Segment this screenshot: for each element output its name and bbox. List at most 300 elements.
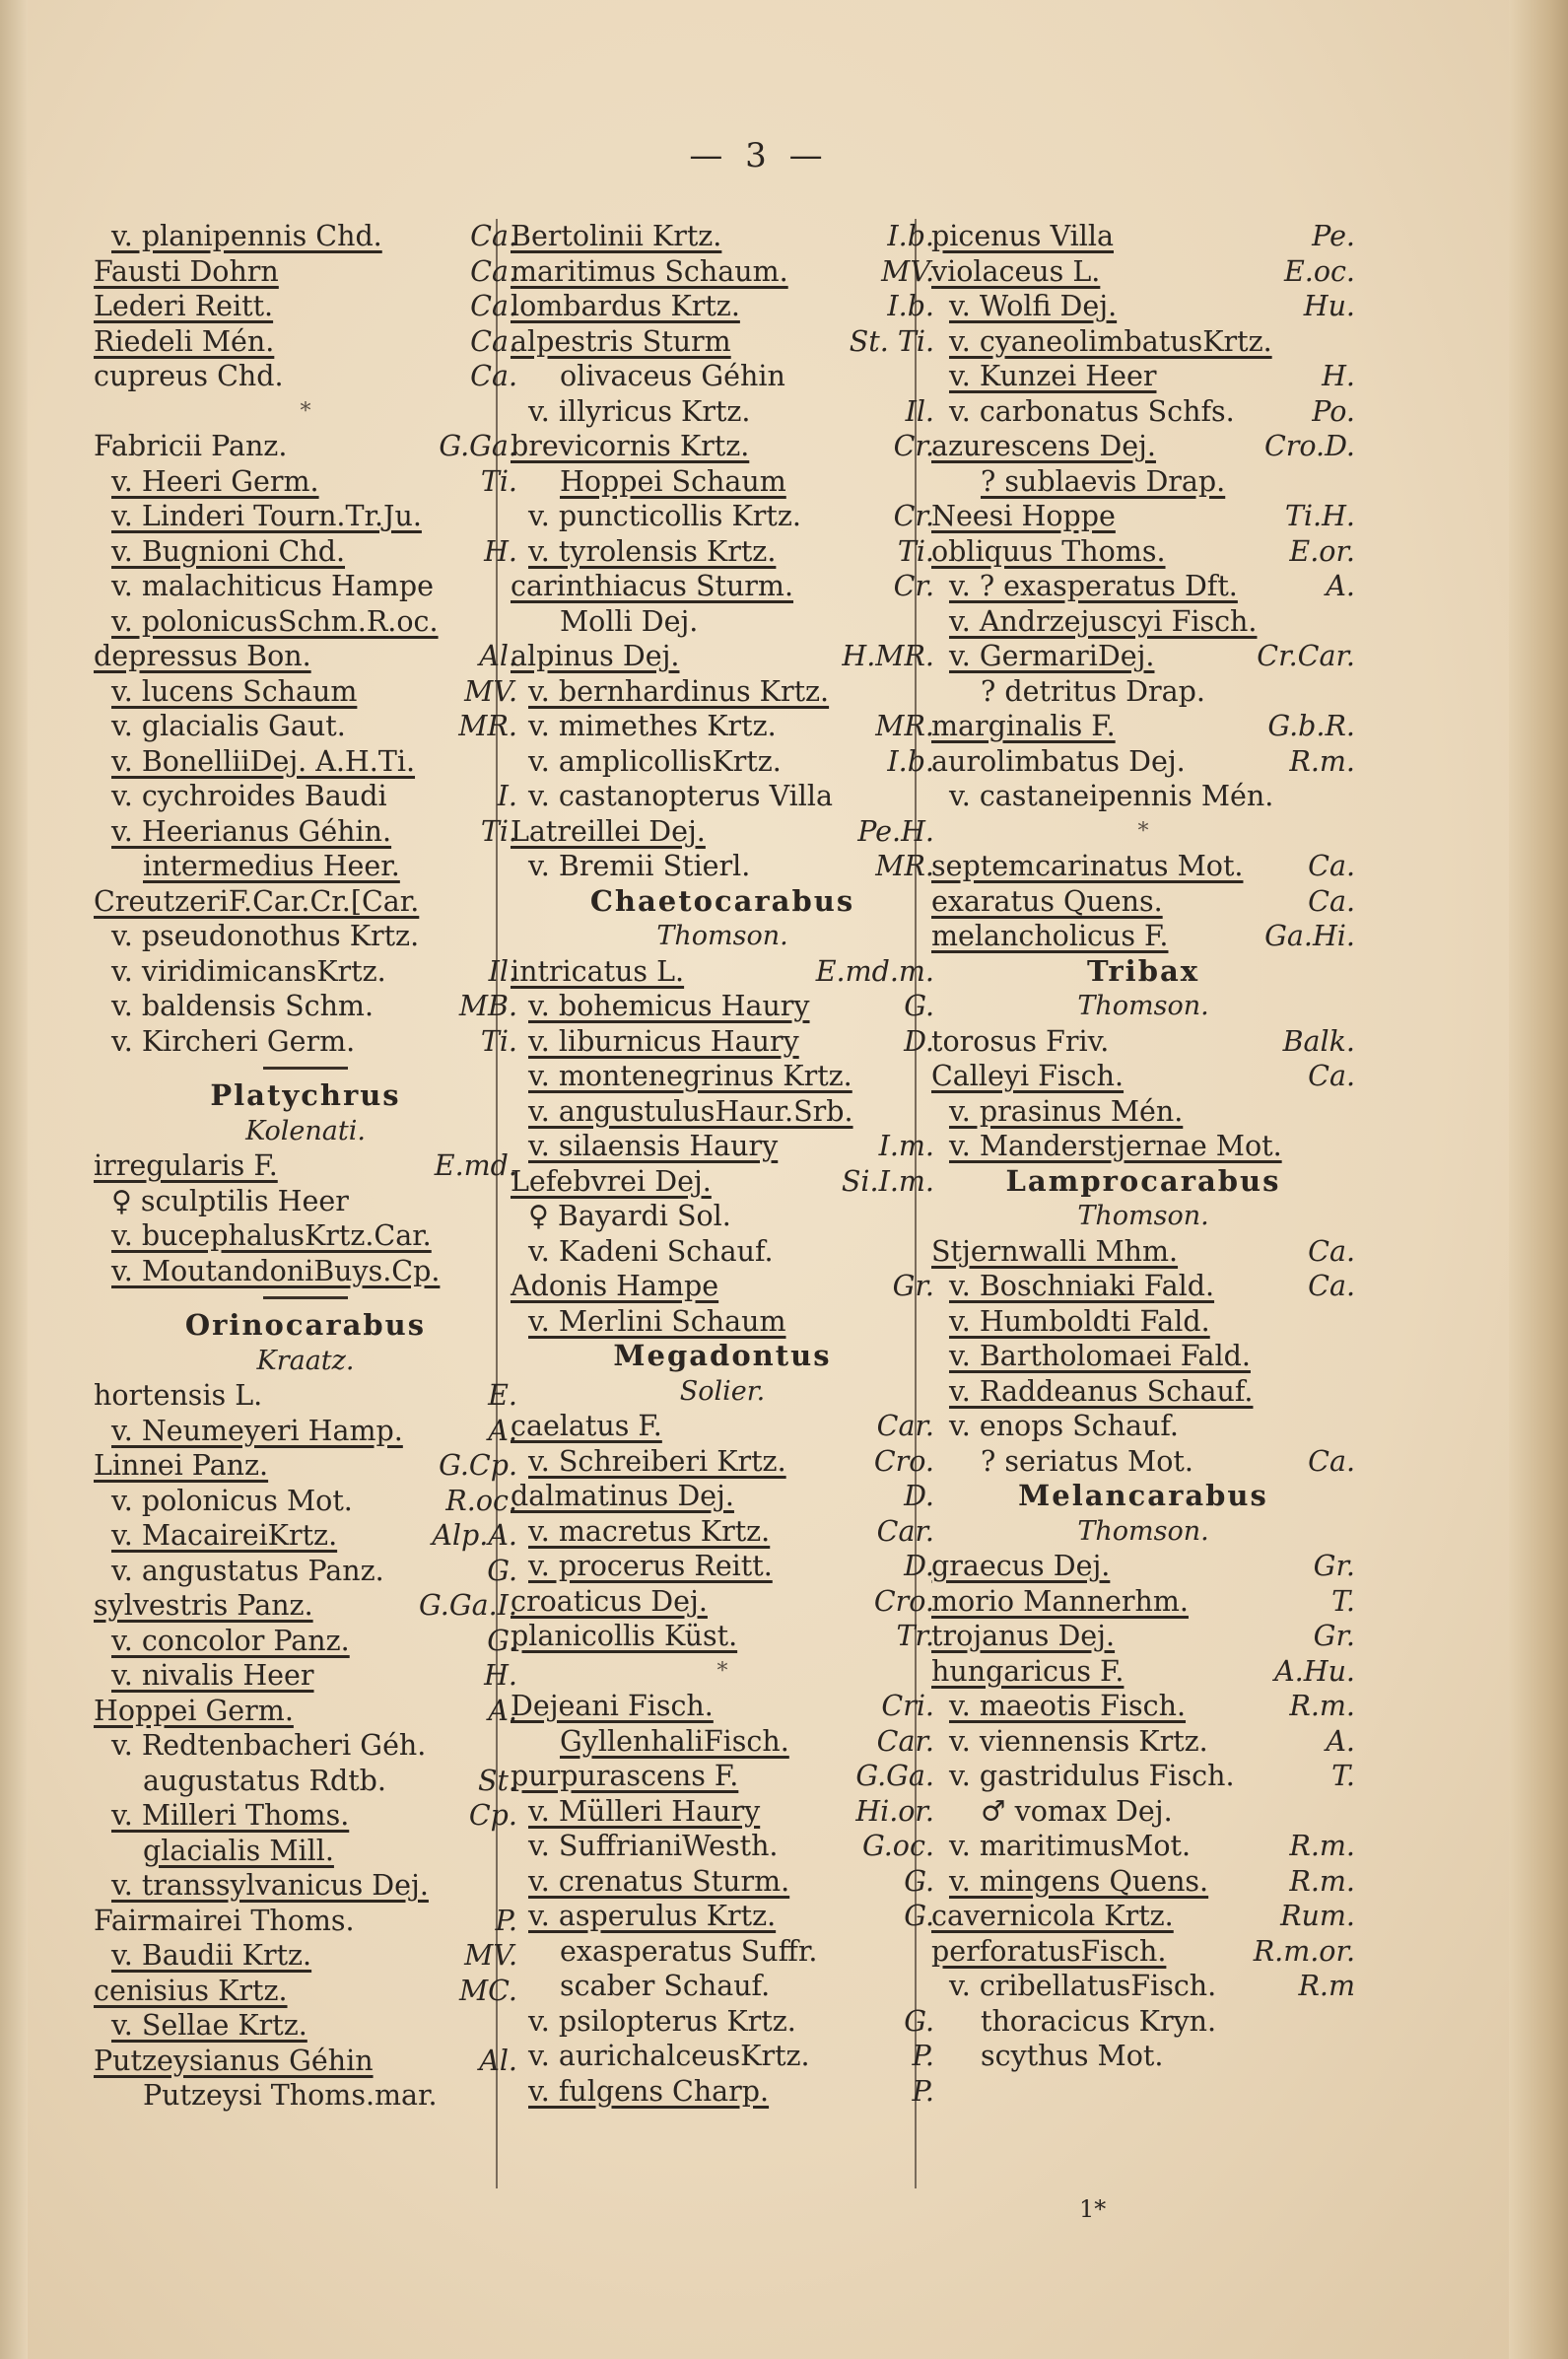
locality-code: G.: [904, 2004, 934, 2038]
species-entry: [94, 954, 517, 990]
locality-code: Car.: [876, 1410, 934, 1442]
species-name: v. transsylvanicus Dej.: [111, 1869, 429, 1902]
locality-code: D.: [904, 1550, 934, 1582]
species-entry: [94, 289, 517, 324]
species-name: v. Bremii Stierl.: [528, 850, 751, 882]
genus-author: Kraatz.: [256, 1345, 355, 1376]
species-entry: [94, 849, 517, 884]
locality-code: E.or.: [1289, 534, 1355, 568]
species-name: v. enops Schauf.: [949, 1410, 1179, 1442]
species-entry: [94, 1728, 517, 1764]
genus-author: Thomson.: [1077, 1201, 1209, 1231]
locality-code: Ca.: [1308, 850, 1355, 882]
locality-code: Car.: [876, 1514, 934, 1548]
species-entry: [511, 1024, 934, 1060]
species-entry: [94, 884, 517, 920]
species-entry: [94, 1588, 517, 1624]
species-entry: [511, 1549, 934, 1584]
locality-code: G.oc.: [862, 1830, 934, 1862]
species-entry: [511, 989, 934, 1024]
species-entry: [94, 919, 517, 954]
locality-code: A.Hu.: [1274, 1654, 1355, 1688]
species-entry: [94, 1148, 517, 1184]
species-entry: [511, 394, 934, 430]
locality-code: Car.: [876, 1724, 934, 1758]
locality-code: MV.: [464, 674, 517, 708]
locality-code: Po.: [1312, 394, 1355, 428]
locality-code: E.md.m.: [815, 954, 934, 988]
species-entry: [931, 1689, 1355, 1724]
species-name: Riedeli Mén.: [94, 324, 275, 358]
locality-code: G.b.R.: [1267, 710, 1355, 742]
species-entry: [511, 1409, 934, 1444]
locality-code: Ca.: [1308, 1270, 1355, 1302]
species-entry: [931, 1129, 1355, 1164]
species-entry: [511, 324, 934, 360]
species-name: v. tyrolensis Krtz.: [528, 534, 777, 568]
genus-heading: Orinocarabus: [184, 1308, 427, 1342]
locality-code: Tr.: [896, 1620, 934, 1652]
species-entry: [931, 1059, 1355, 1094]
species-name: Hoppei Germ.: [94, 1694, 294, 1727]
species-name: Lederi Reitt.: [94, 290, 274, 322]
genus-author: Thomson.: [656, 921, 788, 951]
species-name: planicollis Küst.: [511, 1620, 738, 1652]
species-entry: [94, 1484, 517, 1519]
species-entry: [511, 1829, 934, 1864]
species-name: v. macretus Krtz.: [528, 1514, 771, 1548]
page-number: — 3 —: [689, 136, 829, 175]
species-entry: [94, 1694, 517, 1729]
species-name: v. angustatus Panz.: [111, 1554, 384, 1587]
locality-code: MR.: [875, 850, 934, 882]
species-entry: [931, 1304, 1355, 1340]
species-entry: [931, 219, 1355, 254]
species-name: v. carbonatus Schfs.: [949, 394, 1235, 428]
species-entry: [931, 1584, 1355, 1620]
genus-heading: Melancarabus: [1018, 1479, 1268, 1512]
species-name: v. illyricus Krtz.: [528, 394, 751, 428]
locality-code: Cp.: [468, 1799, 517, 1832]
species-entry: [94, 1658, 517, 1694]
species-entry: [511, 1304, 934, 1340]
species-entry: [511, 1724, 934, 1760]
species-entry: [931, 604, 1355, 640]
species-entry: [511, 1269, 934, 1304]
species-name: maritimus Schaum.: [511, 254, 788, 288]
species-entry: [511, 1059, 934, 1094]
species-entry: [511, 604, 934, 640]
species-name: v. BonelliiDej. A.H.Ti.: [111, 744, 416, 778]
locality-code: G.Ga.: [855, 1760, 934, 1792]
section-separator-asterisk: *: [1137, 818, 1149, 844]
species-entry: [931, 429, 1355, 464]
species-name: exaratus Quens.: [931, 884, 1163, 918]
species-name: v. Kunzei Heer: [949, 360, 1157, 392]
species-name: v. Baudii Krtz.: [111, 1939, 312, 1972]
species-entry: [94, 1218, 517, 1254]
species-name: aurolimbatus Dej.: [931, 744, 1186, 778]
locality-code: Cr.Car.: [1257, 640, 1355, 672]
species-name: trojanus Dej.: [931, 1620, 1116, 1652]
locality-code: Il.: [905, 394, 934, 428]
species-entry: [931, 744, 1355, 780]
species-entry: [94, 2078, 517, 2114]
species-name: Latreillei Dej.: [511, 814, 706, 848]
species-name: v. procerus Reitt.: [528, 1550, 773, 1582]
locality-code: Cr.: [893, 430, 934, 462]
species-entry: [931, 464, 1355, 500]
species-entry: [94, 499, 517, 534]
species-name: v. Boschniaki Fald.: [949, 1270, 1215, 1302]
locality-code: Hu.: [1303, 290, 1355, 322]
species-entry: [511, 1584, 934, 1620]
species-entry: [931, 1794, 1355, 1830]
locality-code: I.b.: [887, 290, 934, 322]
species-name: v. Manderstjernae Mot.: [949, 1130, 1282, 1162]
species-name: v. Bartholomaei Fald.: [949, 1340, 1251, 1372]
genus-author: Kolenati.: [245, 1115, 366, 1146]
species-entry: [94, 534, 517, 570]
species-name: sylvestris Panz.: [94, 1589, 313, 1622]
species-entry: [94, 1184, 517, 1219]
locality-code: Il.: [488, 954, 517, 988]
species-name: obliquus Thoms.: [931, 534, 1166, 568]
locality-code: St.: [477, 1764, 517, 1797]
species-name: lombardus Krtz.: [511, 290, 740, 322]
page-left-edge: [0, 0, 28, 2359]
species-name: v. asperulus Krtz.: [528, 1900, 777, 1932]
locality-code: MC.: [458, 1974, 517, 2007]
species-name: croaticus Dej.: [511, 1584, 708, 1618]
species-entry: [511, 1444, 934, 1480]
species-name: Stjernwalli Mhm.: [931, 1234, 1179, 1268]
species-entry: [511, 254, 934, 290]
locality-code: Ti.: [480, 814, 517, 848]
species-name: ? detritus Drap.: [981, 674, 1205, 708]
species-entry: [931, 779, 1355, 814]
locality-code: T.: [1331, 1584, 1355, 1618]
species-entry: [931, 1444, 1355, 1480]
species-name: v. montenegrinus Krtz.: [528, 1060, 852, 1092]
species-entry: [931, 1269, 1355, 1304]
species-entry: [94, 639, 517, 674]
locality-code: Ti.: [480, 1024, 517, 1058]
species-entry: [511, 814, 934, 850]
locality-code: Ca.: [470, 290, 517, 322]
species-entry: [94, 254, 517, 290]
species-name: Lefebvrei Dej.: [511, 1164, 712, 1198]
species-entry: [931, 359, 1355, 394]
species-name: thoracicus Kryn.: [981, 2004, 1217, 2038]
locality-code: T.: [1331, 1760, 1355, 1792]
genus-heading: Chaetocarabus: [589, 883, 855, 918]
species-name: v. silaensis Haury: [528, 1130, 779, 1162]
locality-code: Ca.: [1308, 884, 1355, 918]
species-entry: [94, 1554, 517, 1589]
species-name: v. ? exasperatus Dft.: [949, 570, 1238, 602]
species-name: Neesi Hoppe: [931, 500, 1116, 532]
species-name: v. liburnicus Haury: [528, 1024, 799, 1058]
species-entry: [511, 219, 934, 254]
species-name: CreutzeriF.Car.Cr.[Car.: [94, 884, 420, 918]
species-entry: [511, 709, 934, 744]
page-right-edge: [1509, 0, 1568, 2359]
species-entry: [931, 1759, 1355, 1794]
species-name: v. puncticollis Krtz.: [528, 500, 801, 532]
species-entry: [931, 1654, 1355, 1690]
locality-code: Alp.A.: [432, 1519, 517, 1552]
species-name: azurescens Dej.: [931, 430, 1156, 462]
column-2: [511, 219, 934, 2109]
column-3: [931, 219, 1355, 2074]
locality-code: G.Ga.: [439, 430, 517, 462]
locality-code: P.: [912, 2074, 934, 2108]
species-entry: [931, 1094, 1355, 1130]
locality-code: Cro.: [873, 1444, 934, 1478]
species-entry: [931, 2039, 1355, 2074]
locality-code: G.: [904, 1900, 934, 1932]
species-name: violaceus L.: [931, 254, 1101, 288]
species-name: perforatusFisch.: [931, 1934, 1167, 1968]
species-entry: [94, 1798, 517, 1834]
locality-code: R.oc.: [445, 1484, 517, 1517]
sheet-signature: 1*: [1079, 2195, 1107, 2223]
locality-code: MV.: [881, 254, 934, 288]
locality-code: R.m.: [1289, 1830, 1355, 1862]
species-name: v. baldensis Schm.: [111, 990, 375, 1022]
locality-code: Gr.: [1313, 1620, 1355, 1652]
species-name: v. lucens Schaum: [111, 674, 358, 708]
locality-code: G.Cp.: [439, 1449, 517, 1482]
species-name: v. cribellatusFisch.: [949, 1970, 1217, 2002]
locality-code: Ti.: [480, 464, 517, 498]
species-entry: [94, 359, 517, 394]
species-name: glacialis Mill.: [143, 1834, 334, 1867]
species-name: depressus Bon.: [94, 640, 311, 672]
species-name: v. Heeri Germ.: [111, 464, 319, 498]
species-name: v. angustulusHaur.Srb.: [528, 1094, 853, 1128]
locality-code: R.m.: [1289, 744, 1355, 778]
locality-code: H.: [1322, 360, 1355, 392]
species-name: v. bohemicus Haury: [528, 990, 810, 1022]
species-name: v. Kadeni Schauf.: [528, 1234, 774, 1268]
species-entry: [931, 674, 1355, 710]
species-entry: [511, 534, 934, 570]
species-entry: [511, 499, 934, 534]
species-name: Linnei Panz.: [94, 1449, 269, 1482]
species-entry: [511, 1794, 934, 1830]
species-name: ? sublaevis Drap.: [981, 464, 1226, 498]
species-entry: [511, 1759, 934, 1794]
species-name: dalmatinus Dej.: [511, 1480, 734, 1512]
species-entry: [931, 1724, 1355, 1760]
species-entry: [931, 324, 1355, 360]
species-entry: [511, 1199, 934, 1234]
species-name: v. Redtenbacheri Géh.: [111, 1729, 427, 1762]
species-entry: [94, 1448, 517, 1484]
species-entry: [931, 1339, 1355, 1374]
species-entry: [94, 1518, 517, 1554]
species-name: v. amplicollisKrtz.: [528, 744, 782, 778]
species-name: hortensis L.: [94, 1379, 263, 1412]
species-entry: [94, 1834, 517, 1869]
species-entry: [511, 1934, 934, 1970]
genus-author: Thomson.: [1077, 991, 1209, 1021]
species-name: ? seriatus Mot.: [981, 1444, 1193, 1478]
species-entry: [931, 2004, 1355, 2040]
locality-code: Cro.D.: [1263, 430, 1355, 462]
species-name: ♂ vomax Dej.: [981, 1794, 1173, 1828]
locality-code: E.oc.: [1283, 254, 1355, 288]
species-entry: [511, 639, 934, 674]
species-name: v. psilopterus Krtz.: [528, 2004, 796, 2038]
species-name: v. castaneipennis Mén.: [949, 780, 1274, 812]
locality-code: MR.: [875, 710, 934, 742]
locality-code: R.m.: [1289, 1690, 1355, 1722]
species-entry: [931, 1934, 1355, 1970]
species-name: v. Neumeyeri Hamp.: [111, 1414, 403, 1447]
species-entry: [511, 1234, 934, 1270]
locality-code: A.: [1326, 1724, 1355, 1758]
locality-code: Ca.: [1308, 1234, 1355, 1268]
species-entry: [94, 1378, 517, 1414]
locality-code: I.: [497, 780, 517, 812]
species-entry: [931, 1374, 1355, 1410]
species-name: v. polonicus Mot.: [111, 1484, 353, 1517]
species-entry: [931, 1899, 1355, 1934]
species-entry: [94, 674, 517, 710]
locality-code: Pe.H.: [857, 814, 934, 848]
species-name: torosus Friv.: [931, 1024, 1110, 1058]
locality-code: Ga.Hi.: [1264, 920, 1355, 952]
species-entry: [511, 1129, 934, 1164]
locality-code: H.MR.: [842, 640, 934, 672]
species-name: Fairmairei Thoms.: [94, 1904, 355, 1937]
species-name: v. malachiticus Hampe: [111, 570, 434, 602]
locality-code: R.m.: [1289, 1864, 1355, 1898]
species-entry: [931, 1234, 1355, 1270]
species-name: v. Humboldti Fald.: [949, 1304, 1210, 1338]
locality-code: MV.: [464, 1939, 517, 1972]
species-name: v. Milleri Thoms.: [111, 1799, 350, 1832]
species-name: v. mimethes Krtz.: [528, 710, 777, 742]
section-separator-asterisk: *: [716, 1658, 728, 1684]
species-entry: [511, 464, 934, 500]
species-entry: [511, 359, 934, 394]
locality-code: MR.: [458, 710, 517, 742]
locality-code: I.b.: [887, 220, 934, 252]
species-name: Fausti Dohrn: [94, 254, 279, 288]
species-name: cenisius Krtz.: [94, 1974, 288, 2007]
species-entry: [94, 604, 517, 640]
species-name: hungaricus F.: [931, 1654, 1125, 1688]
locality-code: Cr.: [893, 570, 934, 602]
species-entry: [931, 1409, 1355, 1444]
species-entry: [511, 1514, 934, 1550]
species-name: morio Mannerhm.: [931, 1584, 1189, 1618]
species-name: v. GermariDej.: [949, 640, 1155, 672]
species-name: v. Schreiberi Krtz.: [528, 1444, 786, 1478]
species-entry: [511, 1689, 934, 1724]
species-entry: [94, 989, 517, 1024]
column-1: [94, 219, 517, 2114]
species-entry: [94, 464, 517, 500]
locality-code: R.m.or.: [1253, 1934, 1355, 1968]
locality-code: G.: [487, 1624, 517, 1657]
species-name: Bertolinii Krtz.: [511, 220, 722, 252]
species-entry: [94, 1904, 517, 1939]
species-name: intricatus L.: [511, 954, 685, 988]
species-entry: [511, 849, 934, 884]
species-entry: [511, 2039, 934, 2074]
genus-heading: Lamprocarabus: [1005, 1163, 1281, 1198]
species-entry: [931, 884, 1355, 920]
species-entry: [931, 534, 1355, 570]
species-name: Fabricii Panz.: [94, 430, 288, 462]
species-entry: [94, 2008, 517, 2044]
species-name: v. viridimicansKrtz.: [111, 954, 386, 988]
species-entry: [94, 324, 517, 360]
species-name: v. Bugnioni Chd.: [111, 534, 346, 568]
locality-code: Pe.: [1312, 220, 1355, 252]
locality-code: Ca.: [470, 220, 517, 252]
species-entry: [94, 1868, 517, 1904]
species-name: irregularis F.: [94, 1149, 278, 1182]
locality-code: I.m.: [878, 1130, 934, 1162]
locality-code: R.m: [1298, 1970, 1355, 2002]
species-name: v. glacialis Gaut.: [111, 710, 346, 742]
locality-code: Ti.H.: [1284, 500, 1355, 532]
locality-code: Cro.: [873, 1584, 934, 1618]
species-entry: [931, 639, 1355, 674]
locality-code: A.: [488, 1414, 517, 1447]
species-name: scaber Schauf.: [560, 1970, 771, 2002]
locality-code: I.b.: [887, 744, 934, 778]
locality-code: Balk.: [1282, 1024, 1355, 1058]
species-name: v. fulgens Charp.: [528, 2074, 770, 2108]
species-entry: [511, 779, 934, 814]
species-name: brevicornis Krtz.: [511, 430, 750, 462]
species-name: Putzeysi Thoms.mar.: [143, 2079, 438, 2112]
genus-heading: Platychrus: [210, 1078, 401, 1112]
species-name: v. Mülleri Haury: [528, 1794, 761, 1828]
species-name: Dejeani Fisch.: [511, 1690, 714, 1722]
species-name: v. cychroides Baudi: [111, 780, 387, 812]
species-name: carinthiacus Sturm.: [511, 570, 794, 602]
locality-code: D.: [904, 1024, 934, 1058]
species-name: intermedius Heer.: [143, 850, 400, 882]
species-entry: [94, 709, 517, 744]
species-entry: [94, 1414, 517, 1449]
species-name: v. aurichalceusKrtz.: [528, 2040, 810, 2072]
species-name: augustatus Rdtb.: [143, 1764, 386, 1797]
genus-author: Solier.: [679, 1375, 766, 1407]
locality-code: G.: [904, 990, 934, 1022]
species-entry: [931, 394, 1355, 430]
species-entry: [94, 1024, 517, 1060]
species-entry: [94, 1974, 517, 2009]
species-entry: [931, 919, 1355, 954]
species-entry: [511, 429, 934, 464]
locality-code: G.: [487, 1554, 517, 1587]
species-entry: [94, 2044, 517, 2079]
species-name: v. Linderi Tourn.Tr.Ju.: [111, 500, 422, 532]
species-entry: [511, 954, 934, 990]
species-name: v. nivalis Heer: [111, 1659, 314, 1692]
locality-code: St. Ti.: [849, 324, 934, 358]
species-name: GyllenhaliFisch.: [560, 1724, 789, 1758]
